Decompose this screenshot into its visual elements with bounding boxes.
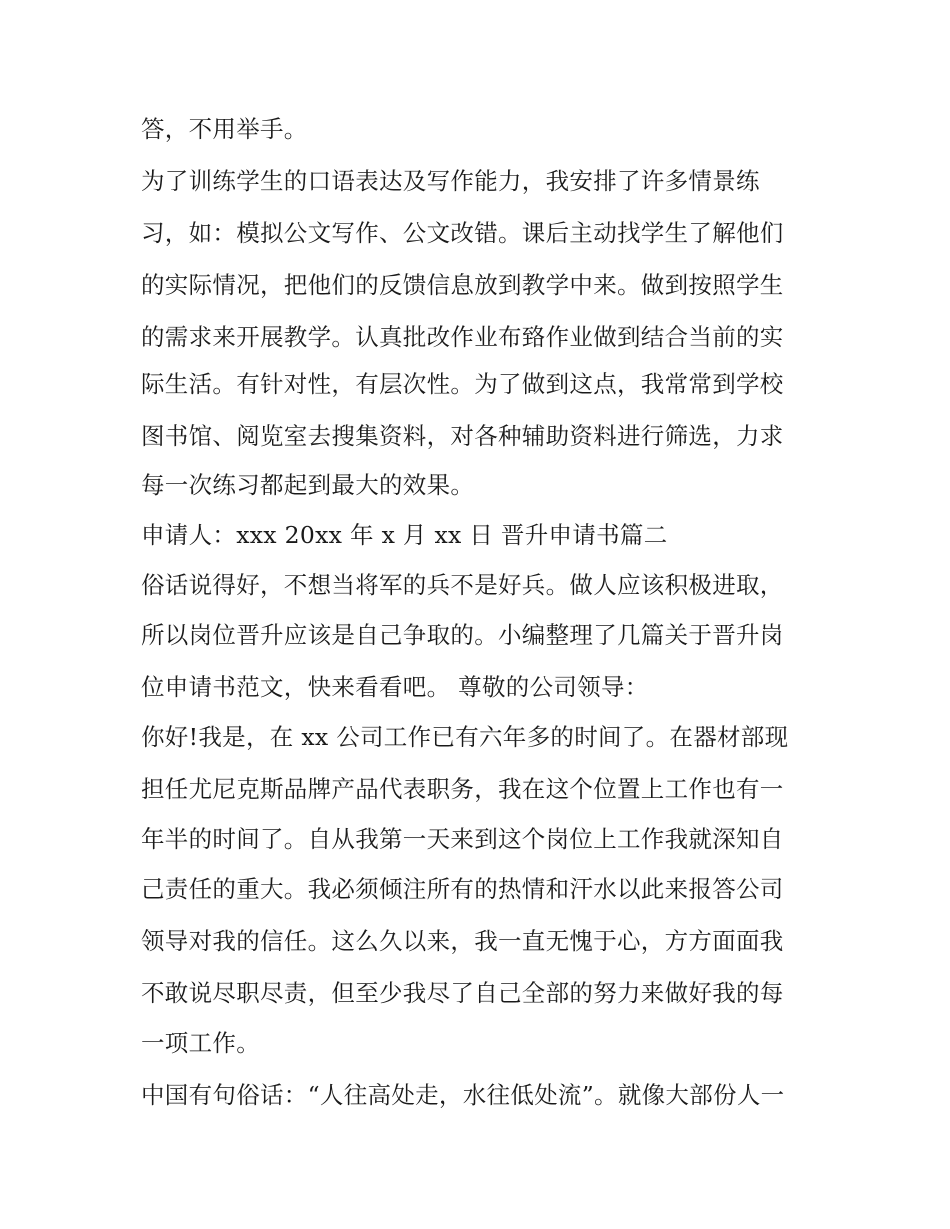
text-line-4: 的实际情况，把他们的反馈信息放到教学中来。做到按照学生 <box>141 271 784 299</box>
text-line-8: 每一次练习都起到最大的效果。 <box>141 471 475 499</box>
text-line-3: 习，如：模拟公文写作、公文改错。课后主动找学生了解他们 <box>141 219 784 247</box>
text-line-15: 年半的时间了。自从我第一天来到这个岗位上工作我就深知自 <box>141 825 784 853</box>
text-line-11: 所以岗位晋升应该是自己争取的。小编整理了几篇关于晋升岗 <box>141 621 784 649</box>
text-line-5: 的需求来开展教学。认真批改作业布臵作业做到结合当前的实 <box>141 323 784 351</box>
text-line-16: 己责任的重大。我必须倾注所有的热情和汗水以此来报答公司 <box>141 875 784 903</box>
text-line-2: 为了训练学生的口语表达及写作能力，我安排了许多情景练 <box>141 167 760 195</box>
text-line-20: 中国有句俗话：“人往高处走，水往低处流”。就像大部份人一 <box>141 1081 785 1109</box>
text-line-9: 申请人：xxx 20xx 年 x 月 xx 日 晋升申请书篇二 <box>141 521 668 549</box>
text-line-10: 俗话说得好，不想当将军的兵不是好兵。做人应该积极进取， <box>141 571 784 599</box>
text-line-17: 领导对我的信任。这么久以来，我一直无愧于心，方方面面我 <box>141 927 784 955</box>
text-line-18: 不敢说尽职尽责，但至少我尽了自己全部的努力来做好我的每 <box>141 979 784 1007</box>
text-line-7: 图书馆、阅览室去搜集资料，对各种辅助资料进行筛选，力求 <box>141 422 784 450</box>
text-line-1: 答，不用举手。 <box>141 115 308 143</box>
text-line-12: 位申请书范文，快来看看吧。 尊敬的公司领导： <box>141 673 649 701</box>
text-line-6: 际生活。有针对性，有层次性。为了做到这点，我常常到学校 <box>141 370 784 398</box>
text-line-19: 一项工作。 <box>141 1029 260 1057</box>
text-line-14: 担任尤尼克斯品牌产品代表职务，我在这个位置上工作也有一 <box>141 775 784 803</box>
text-line-13: 你好!我是，在 xx 公司工作已有六年多的时间了。在器材部现 <box>141 723 789 751</box>
